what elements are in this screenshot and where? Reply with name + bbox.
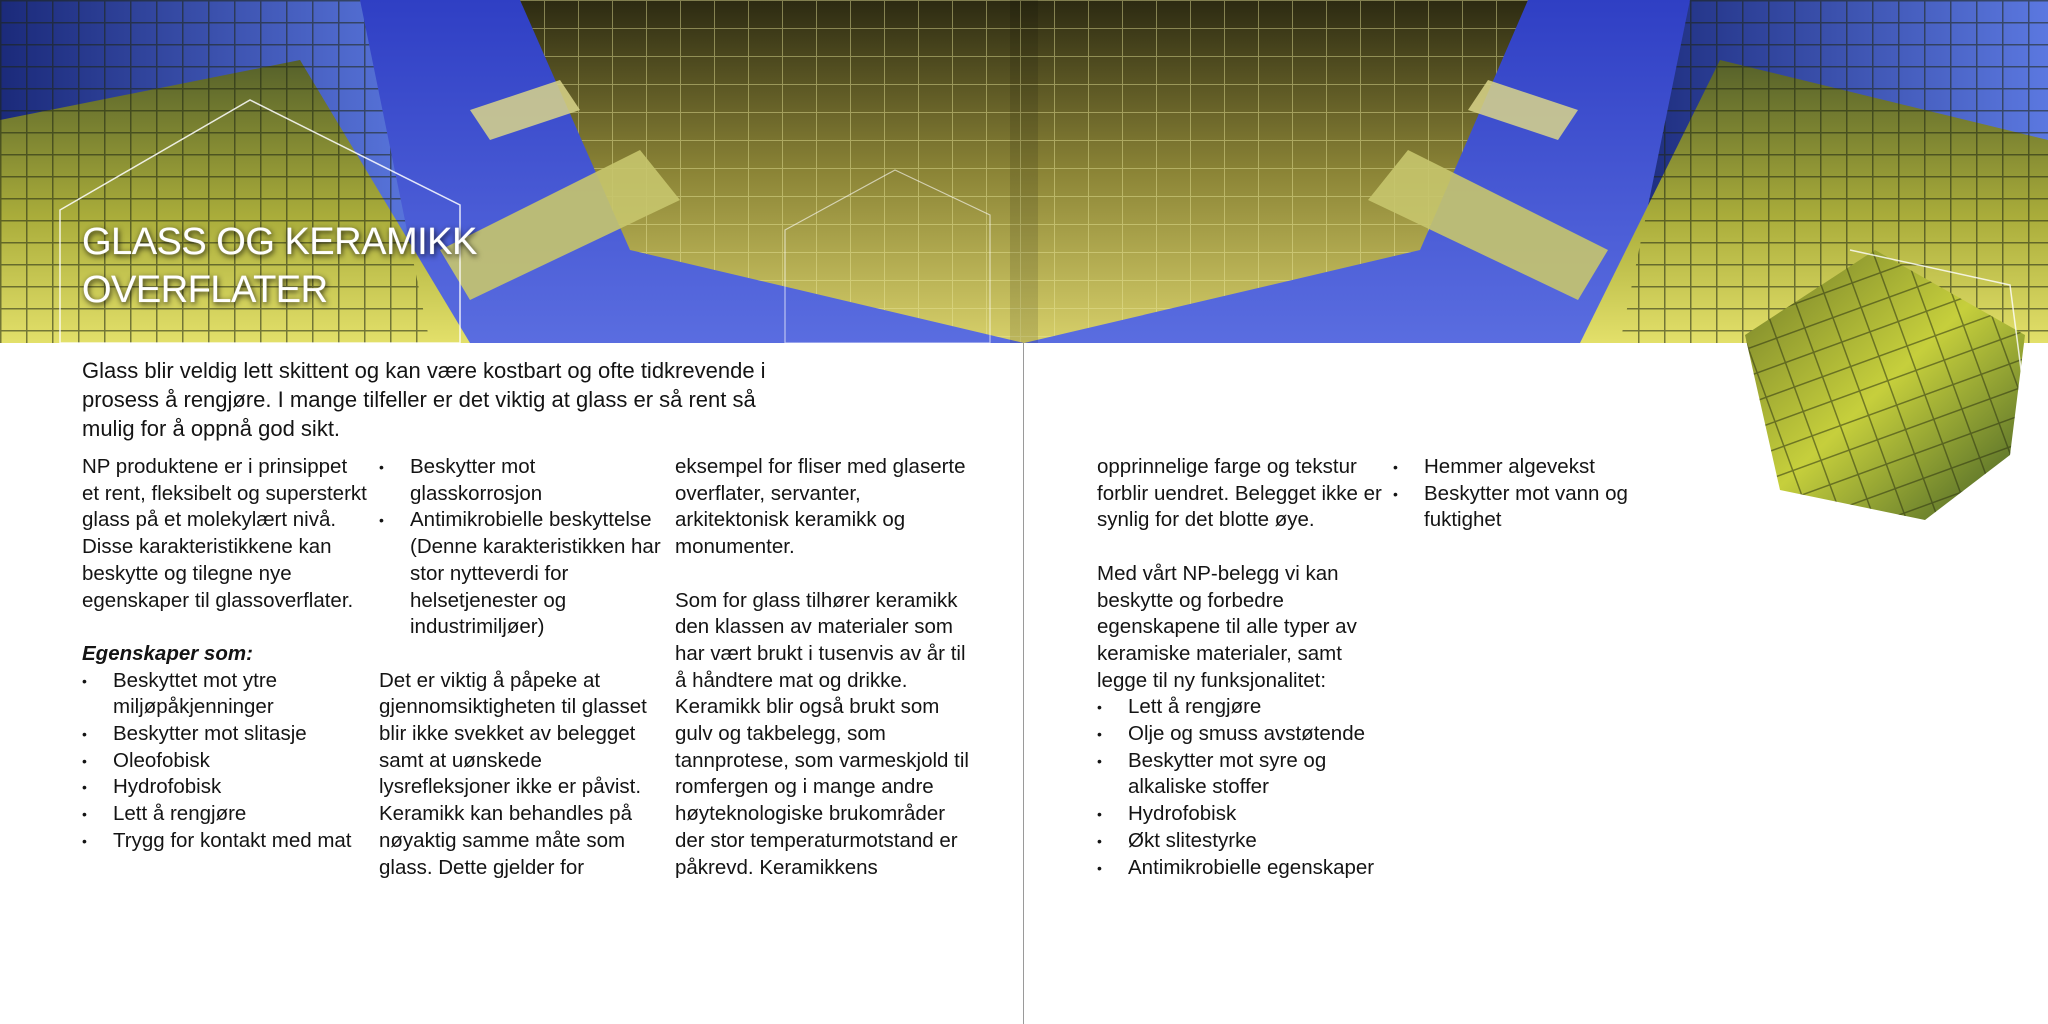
- hexagon-photo-inset: [1740, 240, 2030, 525]
- properties-subheading: Egenskaper som:: [82, 641, 253, 665]
- list-item: • Antimikrobielle beskyttelse (Denne karakteristikken har stor nytteverdi for helsetjenester og industrimiljøer): [379, 507, 664, 641]
- list-item: • Hemmer algevekst: [1393, 454, 1693, 481]
- text-column-3: [675, 454, 980, 881]
- list-item: • Trygg for kontakt med mat: [82, 828, 367, 855]
- text-column-2: [379, 454, 664, 881]
- ceramics-examples-paragraph: eksempel for fliser med glaserte overflater, servanter, arkitektonisk keramikk og monumenter.: [675, 455, 966, 559]
- intro-paragraph: Glass blir veldig lett skittent og kan være kostbart og ofte tidkrevende i prosess å rengjøre. I mange tilfeller er det viktig at glass er så rent så mulig for å oppnå god sikt.: [82, 358, 766, 441]
- page-title: [82, 218, 477, 314]
- list-item: • Beskytter mot vann og fuktighet: [1393, 481, 1693, 534]
- page-title-line-1: GLASS OG KERAMIKK: [82, 221, 477, 263]
- glass-description-paragraph: NP produktene er i prinsippet et rent, fleksibelt og supersterkt glass på et molekylært nivå. Disse karakteristikkene kan beskytte og tilegne nye egenskaper til glassoverflater.: [82, 455, 367, 612]
- text-column-4: [1097, 454, 1382, 881]
- ceramics-properties-list: [1097, 694, 1382, 881]
- page-fold-divider: [1023, 343, 1024, 1024]
- list-item: • Olje og smuss avstøtende: [1097, 721, 1382, 748]
- list-item: • Antimikrobielle egenskaper: [1097, 855, 1382, 882]
- ceramics-history-paragraph: Som for glass tilhører keramikk den klassen av materialer som har vært brukt i tusenvis av år til å håndtere mat og drikke. Keramikk blir også brukt som gulv og takbelegg, som tannprotese, som varmeskjold til romfergen og i mange andre høyteknologiske brukområder der stor temperaturmotstand er påkrevd. Keramikkens: [675, 588, 969, 879]
- list-item: • Lett å rengjøre: [82, 801, 367, 828]
- ceramics-colour-paragraph: opprinnelige farge og tekstur forblir uendret. Belegget ikke er synlig for det blotte øye.: [1097, 455, 1382, 532]
- text-column-1: [82, 454, 367, 855]
- list-item: • Beskytter mot glasskorrosjon: [379, 454, 664, 507]
- list-item: • Lett å rengjøre: [1097, 694, 1382, 721]
- list-item: • Oleofobisk: [82, 748, 367, 775]
- text-column-5: [1393, 454, 1693, 534]
- np-coating-paragraph: Med vårt NP-belegg vi kan beskytte og forbedre egenskapene til alle typer av keramiske materialer, samt legge til ny funksjonalitet:: [1097, 561, 1357, 692]
- properties-list: [82, 668, 367, 855]
- list-item: • Beskytter mot syre og alkaliske stoffer: [1097, 748, 1382, 801]
- list-item: • Beskyttet mot ytre miljøpåkjenninger: [82, 668, 367, 721]
- properties-list-continued: [379, 454, 664, 641]
- list-item: • Hydrofobisk: [1097, 801, 1382, 828]
- ceramics-properties-list-continued: [1393, 454, 1693, 534]
- transparency-paragraph: Det er viktig å påpeke at gjennomsiktigheten til glasset blir ikke svekket av belegget samt at uønskede lysrefleksjoner ikke er påvist. Keramikk kan behandles på nøyaktig samme måte som glass. Dette gjelder for: [379, 668, 647, 879]
- page-title-line-2: OVERFLATER: [82, 269, 328, 311]
- list-item: • Hydrofobisk: [82, 774, 367, 801]
- list-item: • Beskytter mot slitasje: [82, 721, 367, 748]
- list-item: • Økt slitestyrke: [1097, 828, 1382, 855]
